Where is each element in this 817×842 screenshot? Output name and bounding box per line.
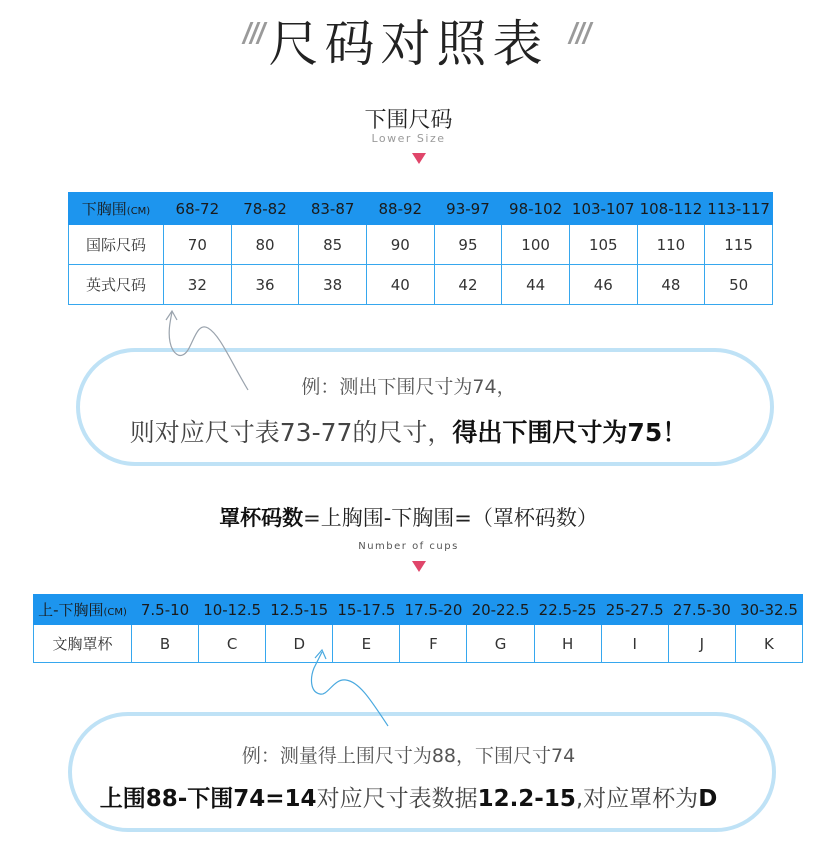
down-arrow-icon [412,561,426,572]
cup-value-cell: C [199,625,266,663]
cup-range-cell: 20-22.5 [467,595,534,625]
cup-value-cell: J [668,625,735,663]
cup-range-cell: 25-27.5 [601,595,668,625]
cup-range-cell: 30-32.5 [735,595,802,625]
cup-size-header-row [34,595,803,625]
value-cell: 46 [569,265,637,305]
example-1-line-1: 例：测出下围尺寸为74， [301,376,516,398]
lower-range-cell: 78-82 [231,193,299,225]
example-2-line-1: 例：测量得上围尺寸为88，下围尺寸74 [241,745,576,767]
cup-range-cell: 22.5-25 [534,595,601,625]
value-cell: 36 [231,265,299,305]
cup-range-cell: 17.5-20 [400,595,467,625]
cup-range-cell: 15-17.5 [333,595,400,625]
value-cell: 44 [502,265,570,305]
value-cell: 70 [164,225,232,265]
example-2-normal-text: ,对应罩杯为 [575,786,699,812]
lower-size-title: 下围尺码 [364,108,453,133]
value-cell: 85 [299,225,367,265]
title-bar [0,0,817,73]
example-bubble-2 [68,712,776,832]
lower-range-cell: 83-87 [299,193,367,225]
cup-range-cell: 27.5-30 [668,595,735,625]
example-1-line-2 [0,413,817,449]
example-2-bold-range: 12.2-15 [477,786,576,812]
page-title: 尺码对照表 [268,15,549,73]
value-cell: 105 [569,225,637,265]
pointer-arrow-icon [300,640,410,735]
lower-size-subtitle: Lower Size [371,132,446,145]
cup-range-cell: 12.5-15 [266,595,333,625]
example-2-bold-cup: D [698,786,718,812]
lower-range-cell: 68-72 [164,193,232,225]
value-cell: 38 [299,265,367,305]
lower-size-header-row [69,193,773,225]
cup-title-rest: =上胸围-下胸围=（罩杯码数） [303,506,598,530]
cup-value-cell: F [400,625,467,663]
value-cell: 40 [366,265,434,305]
cup-size-title [0,502,817,532]
cup-size-table [33,594,803,663]
example-1-bold-text: 得出下围尺寸为75！ [452,418,688,447]
lower-range-cell: 88-92 [366,193,434,225]
value-cell: 100 [502,225,570,265]
cup-value-cell: H [534,625,601,663]
cup-value-cell: I [601,625,668,663]
lower-range-cell: 93-97 [434,193,502,225]
lower-range-cell: 98-102 [502,193,570,225]
cup-value-cell: D [266,625,333,663]
lower-range-cell: 108-112 [637,193,705,225]
cup-range-cell: 10-12.5 [199,595,266,625]
right-slash-decoration-icon [570,22,596,46]
cup-value-cell: E [333,625,400,663]
lower-size-table [68,192,773,305]
row-label-cell: 文胸罩杯 [34,625,132,663]
example-1-normal-text: 则对应尺寸表73-77的尺寸， [129,418,453,447]
table-row [69,225,773,265]
lower-header-label-cell: 下胸围(CM) [69,193,164,225]
lower-range-cell: 113-117 [705,193,773,225]
value-cell: 95 [434,225,502,265]
cup-header-label-cell: 上-下胸围(CM) [34,595,132,625]
lower-range-cell: 103-107 [569,193,637,225]
example-2-line-2 [0,780,817,813]
value-cell: 48 [637,265,705,305]
cup-title-bold: 罩杯码数 [219,506,304,530]
row-label-cell: 英式尺码 [69,265,164,305]
down-arrow-icon [412,153,426,164]
value-cell: 90 [366,225,434,265]
table-row [69,265,773,305]
example-2-normal-text: 对应尺寸表数据 [316,786,478,812]
cup-size-subtitle: Number of cups [358,541,459,552]
value-cell: 50 [705,265,773,305]
cup-range-cell: 7.5-10 [132,595,199,625]
value-cell: 110 [637,225,705,265]
cup-value-cell: B [132,625,199,663]
cup-value-cell: G [467,625,534,663]
value-cell: 115 [705,225,773,265]
cup-value-cell: K [735,625,802,663]
value-cell: 42 [434,265,502,305]
table-row [34,625,803,663]
value-cell: 32 [164,265,232,305]
example-2-bold-formula: 上围88-下围74=14 [99,786,317,812]
value-cell: 80 [231,225,299,265]
row-label-cell: 国际尺码 [69,225,164,265]
